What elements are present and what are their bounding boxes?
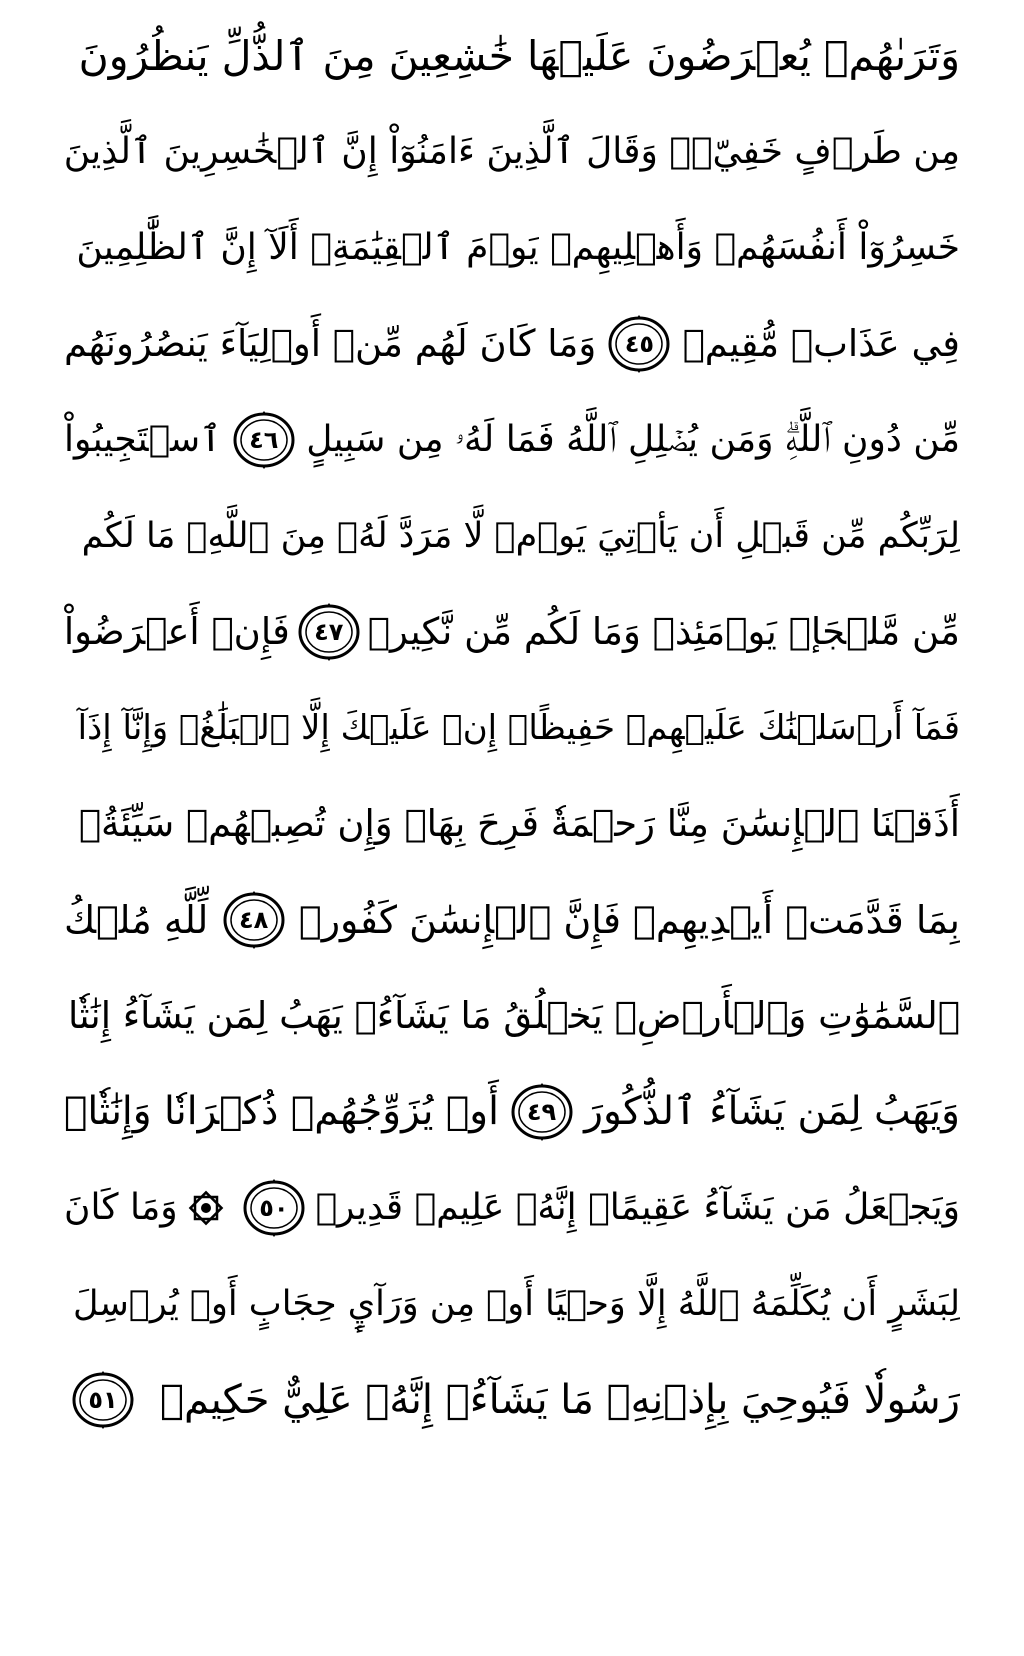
verse-text: وَيَجۡعَلُ مَن يَشَآءُ عَقِيمًاۚ إِنَّهُۥ عَلِيمٞ قَدِيرٞ: [315, 1187, 960, 1228]
ayah-end-marker-icon: [509, 1081, 575, 1143]
verse-text: خَسِرُوٓاْ أَنفُسَهُمۡ وَأَهۡلِيهِمۡ يَوۡمَ ٱلۡقِيَٰمَةِۗ أَلَآ إِنَّ ٱلظَّٰلِمِينَ: [76, 227, 960, 268]
ayah-number: ٤٦: [249, 426, 279, 454]
verse-text: مِّن مَّلۡجَإٖ يَوۡمَئِذٖ وَمَا لَكُم مِّن نَّكِيرٖ: [367, 610, 960, 653]
verse-text: فِي عَذَابٖ مُّقِيمٖ: [682, 322, 960, 365]
ayah-number: ٥٠: [259, 1194, 289, 1222]
verse-text: مِّن دُونِ ٱللَّهِۗ وَمَن يُضۡلِلِ ٱللَّهُ فَمَا لَهُۥ مِن سَبِيلٍ: [306, 419, 960, 460]
verse-text: فَمَآ أَرۡسَلۡنَٰكَ عَلَيۡهِمۡ حَفِيظًاۖ إِنۡ عَلَيۡكَ إِلَّا ٱلۡبَلَٰغُۗ وَإِنَّآ إِذَآ: [77, 708, 960, 748]
ayah-number: ٥١: [88, 1386, 118, 1414]
ayah-number: ٤٧: [314, 618, 344, 646]
verse-text: رَسُولٗا فَيُوحِيَ بِإِذۡنِهِۦ مَا يَشَآءُۚ إِنَّهُۥ عَلِيٌّ حَكِيمٞ: [159, 1377, 960, 1423]
ayah-number: ٤٨: [239, 906, 269, 934]
ayah-number: ٤٩: [526, 1098, 557, 1126]
verse-text: بِمَا قَدَّمَتۡ أَيۡدِيهِمۡ فَإِنَّ ٱلۡإِنسَٰنَ كَفُورٞ: [298, 898, 960, 942]
text-line-10: [64, 872, 960, 968]
ayah-end-marker-icon: [221, 889, 287, 951]
verse-text: وَيَهَبُ لِمَن يَشَآءُ ٱلذُّكُورَ: [584, 1089, 960, 1134]
ayah-end-marker-icon: [606, 313, 672, 375]
ayah-end-marker-icon: [231, 409, 297, 471]
verse-text: أَوۡ يُزَوِّجُهُمۡ ذُكۡرَانٗا وَإِنَٰثٗاۖ: [64, 1089, 499, 1134]
verse-text: فَإِنۡ أَعۡرَضُواْ: [64, 610, 290, 653]
text-line-5: [64, 392, 960, 488]
verse-text: ٱلسَّمَٰوَٰتِ وَٱلۡأَرۡضِۚ يَخۡلُقُ مَا يَشَآءُۚ يَهَبُ لِمَن يَشَآءُ إِنَٰثٗا: [67, 994, 960, 1037]
verse-text: ٱسۡتَجِيبُواْ: [64, 419, 222, 460]
verse-text: لِرَبِّكُم مِّن قَبۡلِ أَن يَأۡتِيَ يَوۡمٞ لَّا مَرَدَّ لَهُۥ مِنَ ٱللَّهِۚ مَا لَكُم: [81, 516, 960, 556]
text-line-15: [64, 1352, 960, 1448]
text-line-6: [64, 488, 960, 584]
text-line-3: [64, 200, 960, 296]
text-line-12: [64, 1064, 960, 1160]
verse-text: وَمَا كَانَ: [64, 1187, 178, 1228]
verse-text: أَذَقۡنَا ٱلۡإِنسَٰنَ مِنَّا رَحۡمَةٗ فَرِحَ بِهَاۖ وَإِن تُصِبۡهُمۡ سَيِّئَةُۢ: [78, 802, 960, 845]
text-line-11: [64, 968, 960, 1064]
ayah-number: ٤٥: [624, 330, 655, 358]
verse-text: وَتَرَىٰهُمۡ يُعۡرَضُونَ عَلَيۡهَا خَٰشِعِينَ مِنَ ٱلذُّلِّ يَنظُرُونَ: [78, 32, 960, 80]
verse-text: مِن طَرۡفٍ خَفِيّٖۗ وَقَالَ ٱلَّذِينَ ءَامَنُوٓاْ إِنَّ ٱلۡخَٰسِرِينَ ٱلَّذِينَ: [64, 131, 960, 172]
ayah-end-marker-icon: [70, 1369, 136, 1431]
text-line-9: [64, 776, 960, 872]
ayah-end-marker-icon: [296, 601, 362, 663]
text-line-2: [64, 104, 960, 200]
text-line-14: [64, 1256, 960, 1352]
hizb-quarter-icon: [186, 1188, 226, 1228]
text-line-13: [64, 1160, 960, 1256]
verse-text: لِبَشَرٍ أَن يُكَلِّمَهُ ٱللَّهُ إِلَّا وَحۡيًا أَوۡ مِن وَرَآيِٕ حِجَابٍ أَوۡ يُرۡسِلَ: [73, 1284, 960, 1324]
text-line-4: [64, 296, 960, 392]
text-line-7: [64, 584, 960, 680]
ayah-end-marker-icon: [241, 1177, 307, 1239]
text-line-1: [64, 8, 960, 104]
text-line-8: [64, 680, 960, 776]
verse-text: وَمَا كَانَ لَهُم مِّنۡ أَوۡلِيَآءَ يَنصُرُونَهُم: [64, 322, 597, 365]
verse-text: لِّلَّهِ مُلۡكُ: [64, 898, 209, 942]
